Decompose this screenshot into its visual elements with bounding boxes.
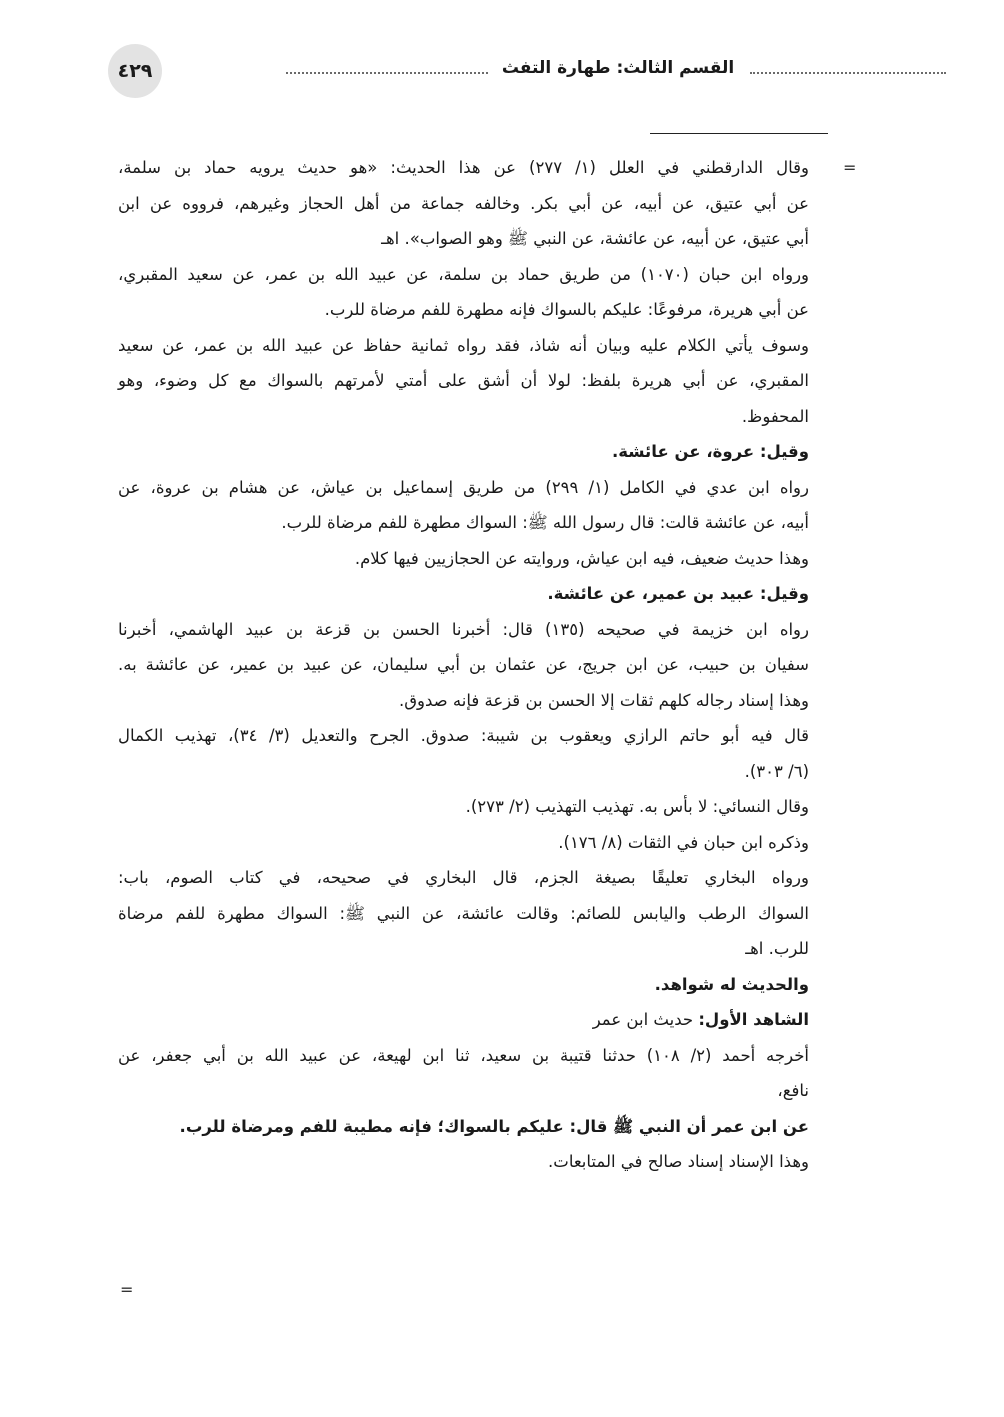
line-text: والحديث له شواهد. — [654, 974, 809, 994]
text-line — [118, 328, 809, 364]
line-text: عن ابن عمر أن النبي ﷺ قال: عليكم بالسواك؛ فإنه مطيبة للفم ومرضاة للرب. — [179, 1116, 809, 1136]
continuation-mark-top: = — [843, 158, 857, 177]
text-line — [118, 257, 809, 293]
line-text: ورواه ابن حبان (١٠٧٠) من طريق حماد بن سلمة، عن عبيد الله بن عمر، عن سعيد المقبري، — [118, 264, 810, 284]
line-text: السواك الرطب واليابس للصائم: وقالت عائشة، عن النبي ﷺ: السواك مطهرة للفم مرضاة — [118, 903, 809, 923]
header-dotted-leader-right — [750, 72, 946, 74]
text-line — [118, 1002, 809, 1038]
text-line — [118, 1073, 809, 1109]
line-text: قال فيه أبو حاتم الرازي ويعقوب بن شيبة: صدوق. الجرح والتعديل (٣/ ٣٤)، تهذيب الكمال — [118, 726, 809, 745]
line-text: أبيه، عن عائشة قالت: قال رسول الله ﷺ: السواك مطهرة للفم مرضاة للرب. — [281, 513, 809, 532]
line-text: رواه ابن عدي في الكامل (١/ ٢٩٩) من طريق إسماعيل بن عياش، عن هشام بن عروة، عن — [118, 477, 809, 497]
text-line — [118, 718, 809, 754]
continuation-mark-bottom: = — [120, 1280, 134, 1299]
line-text: وقال النسائي: لا بأس به. تهذيب التهذيب (٢/ ٢٧٣). — [465, 797, 809, 816]
text-line — [118, 612, 809, 648]
line-text: أخرجه أحمد (٢/ ١٠٨) حدثنا قتيبة بن سعيد، ثنا ابن لهيعة، عن عبيد الله بن أبي جعفر، عن — [118, 1045, 809, 1065]
line-text: نافع، — [777, 1081, 809, 1100]
line-text: وهذا الإسناد إسناد صالح في المتابعات. — [548, 1152, 809, 1171]
text-line — [118, 754, 809, 790]
text-line — [118, 789, 809, 825]
footnote-text-block — [118, 150, 809, 1180]
line-text: حديث ابن عمر — [592, 1010, 699, 1029]
footnote-separator-rule — [650, 133, 828, 134]
line-text: عن أبي عتيق، عن أبيه، عن أبي بكر. وخالفه جماعة من أهل الحجاز وغيرهم، فرووه عن ابن — [118, 193, 809, 213]
text-line — [118, 683, 809, 719]
text-line — [118, 967, 809, 1003]
line-text: رواه ابن خزيمة في صحيحه (١٣٥) قال: أخبرنا الحسن بن قزعة بن عبيد الهاشمي، أخبرنا — [118, 619, 809, 639]
text-line — [118, 505, 809, 541]
text-line — [118, 363, 809, 399]
text-line — [118, 931, 809, 967]
line-text: وهذا إسناد رجاله كلهم ثقات إلا الحسن بن قزعة فإنه صدوق. — [398, 690, 809, 710]
line-text: للرب. اهـ — [745, 939, 809, 958]
text-line — [118, 470, 809, 506]
text-line — [118, 434, 809, 470]
line-text: سفيان بن حبيب، عن ابن جريج، عن عثمان بن أبي سليمان، عن عبيد بن عمير، عن عائشة به. — [118, 655, 809, 674]
line-label: الشاهد الأول: — [698, 1010, 809, 1029]
text-line — [118, 1038, 809, 1074]
text-line — [118, 647, 809, 683]
line-text: وسوف يأتي الكلام عليه وبيان أنه شاذ، فقد رواه ثمانية حفاظ عن عبيد الله بن عمر، عن سعيد — [118, 335, 809, 355]
text-line — [118, 825, 809, 861]
text-line — [118, 860, 809, 896]
line-text: وقيل: عروة، عن عائشة. — [611, 442, 809, 461]
header-dotted-leader-left — [286, 72, 488, 74]
line-text: أبي عتيق، عن أبيه، عن عائشة، عن النبي ﷺ وهو الصواب». اهـ — [381, 229, 809, 248]
text-line — [118, 399, 809, 435]
line-text: (٦/ ٣٠٣). — [744, 761, 809, 781]
text-line — [118, 896, 809, 932]
text-line — [118, 541, 809, 577]
line-text: وهذا حديث ضعيف، فيه ابن عياش، وروايته عن الحجازيين فيها كلام. — [354, 548, 809, 568]
line-text: ورواه البخاري تعليقًا بصيغة الجزم، قال البخاري في صحيحه، في كتاب الصوم، باب: — [118, 868, 809, 887]
text-line — [118, 1144, 809, 1180]
text-line — [118, 150, 809, 186]
line-text: المقبري، عن أبي هريرة بلفظ: لولا أن أشق على أمتي لأمرتهم بالسواك مع كل وضوء، وهو — [118, 371, 809, 390]
text-line — [118, 221, 809, 257]
page-number-badge: ٤٢٩ — [108, 44, 162, 98]
text-line — [118, 186, 809, 222]
text-line — [118, 1109, 809, 1145]
line-text: المحفوظ. — [741, 406, 809, 426]
line-text: وقال الدارقطني في العلل (١/ ٢٧٧) عن هذا الحديث: «هو حديث يرويه حماد بن سلمة، — [118, 158, 809, 177]
line-text: عن أبي هريرة، مرفوعًا: عليكم بالسواك فإنه مطهرة للفم مرضاة للرب. — [324, 300, 809, 319]
page-header — [108, 44, 846, 100]
running-header-title: القسم الثالث: طهارة التفث — [501, 58, 735, 78]
line-text: وقيل: عبيد بن عمير، عن عائشة. — [547, 584, 809, 603]
line-text: وذكره ابن حبان في الثقات (٨/ ١٧٦). — [558, 832, 809, 852]
text-line — [118, 292, 809, 328]
text-line — [118, 576, 809, 612]
